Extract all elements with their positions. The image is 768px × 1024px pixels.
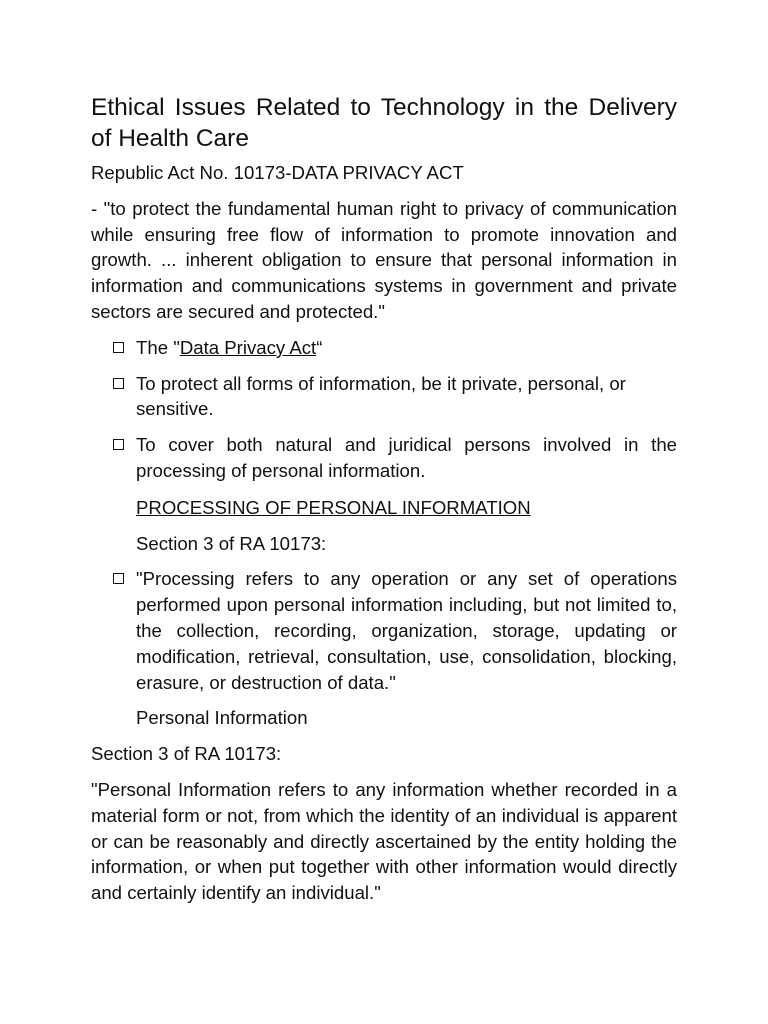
section-label: Section 3 of RA 10173: (91, 743, 282, 765)
bullet-item-data-privacy-act (112, 335, 677, 361)
personal-information-heading: Personal Information (136, 707, 308, 729)
act-heading: Republic Act No. 10173-DATA PRIVACY ACT (91, 162, 464, 183)
personal-information-definition: "Personal Information refers to any information whether recorded in a material form or not, from which the identity of an individual is apparent or can be reasonably and directly ascertained by the entity holding the information, or when put together with other information would directly and certainly identify an individual." (91, 778, 677, 904)
checkbox-bullet-icon (112, 335, 136, 361)
document-title: Ethical Issues Related to Technology in the Delivery of Health Care (91, 94, 677, 152)
document-page (91, 92, 677, 906)
checkbox-bullet-icon (112, 566, 136, 592)
section-label: Section 3 of RA 10173: (136, 532, 327, 554)
processing-heading: PROCESSING OF PERSONAL INFORMATION (136, 496, 531, 518)
bullet-text: To protect all forms of information, be it private, personal, or sensitive. (136, 372, 626, 420)
bullet-item-protect-information (112, 371, 677, 423)
bullet-text: To cover both natural and juridical persons involved in the processing of personal information. (136, 434, 677, 481)
bullet-suffix: “ (316, 336, 323, 358)
bullet-item-processing-definition (112, 566, 677, 695)
bullet-item-natural-juridical (112, 432, 677, 484)
bullet-prefix: The " (136, 336, 180, 358)
bullet-text: "Processing refers to any operation or any set of operations performed upon personal information including, but not limited to, the collection, recording, organization, storage, updating or modification, retrieval, consultation, use, consolidation, blocking, erasure, or destruction of data." (136, 568, 677, 693)
bullet-text (136, 335, 677, 361)
data-privacy-act-link[interactable]: Data Privacy Act (179, 336, 317, 358)
checkbox-bullet-icon (112, 432, 136, 458)
checkbox-bullet-icon (112, 371, 136, 397)
act-quote: - "to protect the fundamental human right to privacy of communication while ensuring free flow of information to promote innovation and growth. ... inherent obligation to ensure that personal information in information and communications systems in government and private sectors are secured and protected." (91, 197, 677, 322)
